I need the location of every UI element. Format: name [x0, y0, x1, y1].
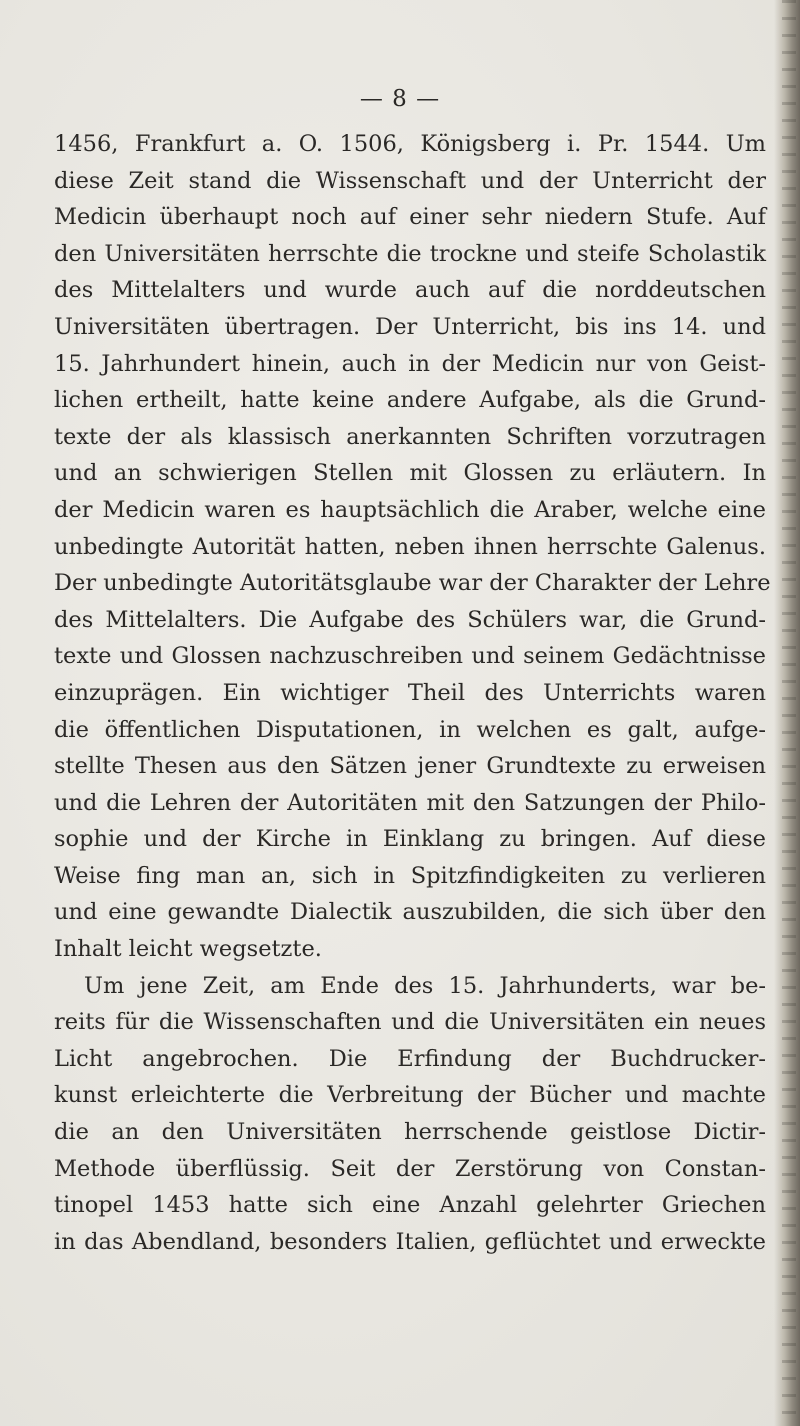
text-line: texte der als klassisch anerkannten Schriften vorzutragen: [54, 423, 766, 450]
text-line: des Mittelalters. Die Aufgabe des Schülers war, die Grund-: [54, 606, 766, 633]
text-line: Universitäten übertragen. Der Unterricht, bis ins 14. und: [54, 313, 766, 340]
text-line: Der unbedingte Autoritätsglaube war der Charakter der Lehre: [54, 570, 771, 597]
text-line: des Mittelalters und wurde auch auf die norddeutschen: [54, 277, 766, 304]
text-line: in das Abendland, besonders Italien, geflüchtet und erweckte: [54, 1228, 766, 1255]
text-line: diese Zeit stand die Wissenschaft und der Unterricht der: [54, 167, 766, 194]
text-line: reits für die Wissenschaften und die Universitäten ein neues: [54, 1009, 766, 1036]
text-line: stellte Thesen aus den Sätzen jener Grundtexte zu erweisen: [54, 753, 766, 780]
text-line: der Medicin waren es hauptsächlich die Araber, welche eine: [54, 496, 766, 523]
text-line: Licht angebrochen. Die Erfindung der Buchdrucker-: [54, 1045, 766, 1072]
text-line: tinopel 1453 hatte sich eine Anzahl gelehrter Griechen: [54, 1192, 766, 1219]
text-line: sophie und der Kirche in Einklang zu bringen. Auf diese: [54, 826, 766, 853]
text-line: und die Lehren der Autoritäten mit den Satzungen der Philo-: [54, 789, 766, 816]
page-edge-stains: [782, 0, 796, 1426]
text-line: unbedingte Autorität hatten, neben ihnen herrschte Galenus.: [54, 533, 766, 560]
text-line: einzuprägen. Ein wichtiger Theil des Unterrichts waren: [54, 679, 766, 706]
text-line: Medicin überhaupt noch auf einer sehr niedern Stufe. Auf: [54, 204, 766, 231]
text-line: Um jene Zeit, am Ende des 15. Jahrhunderts, war be-: [84, 972, 766, 999]
text-line: und an schwierigen Stellen mit Glossen zu erläutern. In: [54, 460, 766, 487]
text-line: Weise fing man an, sich in Spitzfindigkeiten zu verlieren: [54, 862, 766, 889]
page-number: — 8 —: [359, 86, 441, 112]
text-line: Inhalt leicht wegsetzte.: [54, 936, 322, 963]
text-line: Methode überflüssig. Seit der Zerstörung von Constan-: [54, 1155, 766, 1182]
text-line: den Universitäten herrschte die trockne und steife Scholastik: [54, 240, 766, 267]
body-text: [54, 126, 771, 1260]
text-line: die an den Universitäten herrschende geistlose Dictir-: [54, 1119, 766, 1146]
text-line: lichen ertheilt, hatte keine andere Aufgabe, als die Grund-: [54, 387, 766, 414]
text-line: 1456, Frankfurt a. O. 1506, Königsberg i. Pr. 1544. Um: [54, 131, 766, 157]
text-line: die öffentlichen Disputationen, in welchen es galt, aufge-: [54, 716, 766, 743]
text-line: 15. Jahrhundert hinein, auch in der Medicin nur von Geist-: [54, 350, 766, 377]
text-line: und eine gewandte Dialectik auszubilden, die sich über den: [54, 899, 766, 926]
text-line: kunst erleichterte die Verbreitung der Bücher und machte: [54, 1082, 766, 1109]
text-line: texte und Glossen nachzuschreiben und seinem Gedächtnisse: [54, 643, 766, 670]
